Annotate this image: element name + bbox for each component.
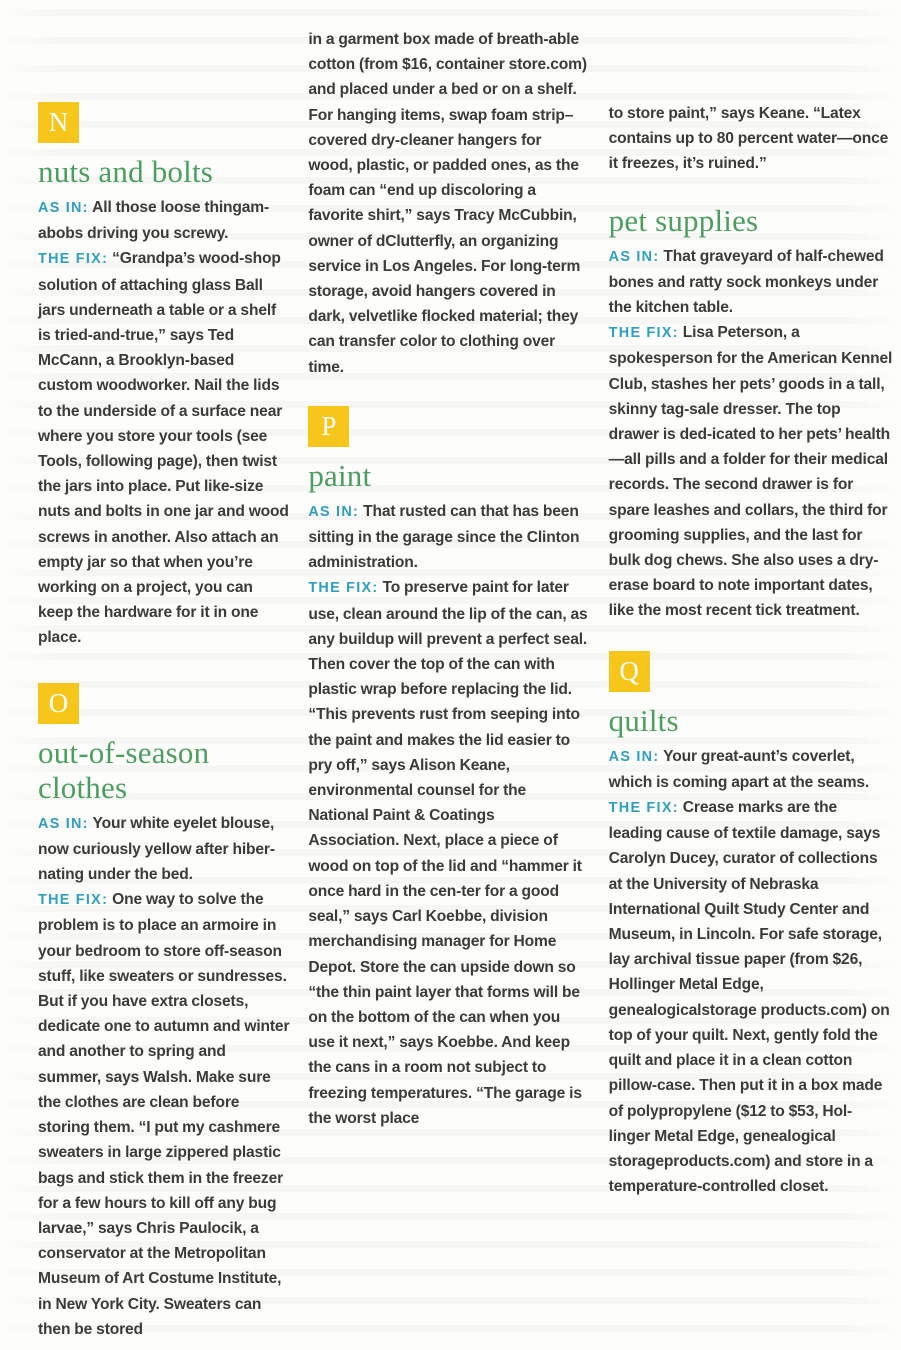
- entry-nuts-and-bolts: [38, 102, 290, 651]
- letter-badge-p: P: [308, 406, 349, 447]
- the-fix-text: Lisa Peterson, a spokesperson for the American Kennel Club, stashes her pets’ goods in a tall, skinny tag-sale dresser. The top drawer is ded-icated to her pets’ health—all pills and a folder for their medical records. The second drawer is for spare leashes and collars, the third for grooming supplies, and the last for bulk dog chews. She also uses a dry-erase board to note important dates, like the most recent tick treatment.: [608, 324, 893, 620]
- entry-as-in-quilts: [609, 744, 893, 795]
- entry-the-fix-pet-supplies: [609, 320, 893, 623]
- entry-title-paint: paint: [308, 457, 372, 493]
- entry-the-fix-nuts-and-bolts: [38, 246, 290, 650]
- letter-badge-n: N: [38, 102, 79, 143]
- the-fix-label: THE FIX:: [308, 580, 379, 597]
- entry-title-quilts: quilts: [608, 702, 679, 738]
- the-fix-label: THE FIX:: [38, 892, 109, 909]
- the-fix-text: “Grandpa’s wood-shop solution of attaching glass Ball jars underneath a table or a shelf is tried-and-true,” says Ted McCann, a Brooklyn-based custom woodworker. Nail the lids to the underside of a surface near where you store your tools (see Tools, following page), then twist the jars into place. Put like-size nuts and bolts in one jar and wood screws in another. Also attach an empty jar so that when you’re working on a project, you can keep the hardware for it in one place.: [38, 250, 289, 647]
- letter-badge-o: O: [38, 683, 79, 724]
- as-in-label: AS IN:: [38, 200, 89, 216]
- entry-as-in-nuts-and-bolts: [38, 195, 290, 246]
- as-in-label: AS IN:: [308, 503, 360, 520]
- column-2-continuation-text: in a garment box made of breath-able cotton (from $16, container store.com) and placed under a bed or on a shelf. For hanging items, swap foam strip–covered dry-cleaner hangers for wood, plastic, or padded ones, as the foam can “end up discoloring a favorite shirt,” says Tracy McCubbin, owner of dClutterfly, an organizing service in Los Angeles. For long-term storage, avoid hangers covered in dark, velvetlike flocked material; they can transfer color to clothing over time.: [308, 31, 587, 376]
- entry-pet-supplies: [609, 203, 893, 624]
- text-column-1: [0, 0, 300, 1350]
- entry-title-pet-supplies: pet supplies: [608, 202, 759, 238]
- the-fix-text: Crease marks are the leading cause of textile damage, says Carolyn Ducey, curator of collections at the University of Nebraska International Quilt Study Center and Museum, in Lincoln. For safe storage, lay archival tissue paper (from $26, Hollinger Metal Edge, genealogicalstorage products.com) on top of your quilt. Next, gently fold the quilt and place it in a clean cotton pillow-case. Then put it in a box made of polypropylene ($12 to $53, Hol-linger Metal Edge, genealogical storageproducts.com) and store in a temperature-controlled closet.: [608, 799, 890, 1196]
- as-in-text: All those loose thingam-abobs driving you screwy.: [38, 199, 270, 243]
- entry-paint: [308, 406, 588, 1131]
- letter-badge-q: Q: [609, 651, 650, 692]
- entry-out-of-season-clothes: [38, 683, 290, 1342]
- entry-title-out-of-season-clothes: out-of-season clothes: [38, 734, 210, 805]
- as-in-label: AS IN:: [608, 748, 660, 765]
- as-in-text: That graveyard of half-chewed bones and ratty sock monkeys under the kitchen table.: [608, 247, 884, 317]
- as-in-label: AS IN:: [608, 248, 660, 265]
- entry-title-nuts-and-bolts: nuts and bolts: [38, 154, 214, 189]
- entry-as-in-out-of-season-clothes: [38, 811, 290, 888]
- text-column-2: [300, 0, 600, 1350]
- entry-as-in-paint: [308, 499, 588, 576]
- entry-the-fix-paint: [308, 575, 588, 1130]
- as-in-text: Your white eyelet blouse, now curiously yellow after hiber-nating under the bed.: [38, 814, 275, 884]
- column-3-continuation-text: to store paint,” says Keane. “Latex contains up to 80 percent water—once it freezes, it’s ruined.”: [608, 105, 889, 173]
- entry-quilts: [609, 651, 893, 1200]
- entry-the-fix-out-of-season-clothes: [38, 887, 290, 1342]
- the-fix-label: THE FIX:: [608, 325, 679, 342]
- text-column-3: [601, 0, 901, 1350]
- the-fix-text: One way to solve the problem is to place an armoire in your bedroom to store off-season stuff, like sweaters or sundresses. But if you have extra closets, dedicate one to autumn and winter and another to spring and summer, says Walsh. Make sure the clothes are clean before storing them. “I put my cashmere sweaters in large zippered plastic bags and stick them in the freezer for a few hours to kill off any bug larvae,” says Chris Paulocik, a conservator at the Metropolitan Museum of Art Costume Institute, in New York City. Sweaters can then be stored: [38, 891, 290, 1338]
- as-in-label: AS IN:: [38, 815, 89, 832]
- entry-as-in-pet-supplies: [609, 244, 893, 321]
- the-fix-label: THE FIX:: [608, 800, 679, 817]
- as-in-text: Your great-aunt’s coverlet, which is coming apart at the seams.: [608, 747, 870, 791]
- the-fix-label: THE FIX:: [38, 251, 109, 268]
- as-in-text: That rusted can that has been sitting in the garage since the Clinton administration.: [308, 502, 580, 572]
- entry-the-fix-quilts: [609, 795, 893, 1199]
- the-fix-text: To preserve paint for later use, clean around the lip of the can, as any buildup will prevent a perfect seal. Then cover the top of the can with plastic wrap before replacing the lid. “This prevents rust from seeping into the paint and makes the lid easier to pry off,” says Alison Keane, environmental counsel for the National Paint & Coatings Association. Next, place a piece of wood on top of the lid and “hammer it once hard in the cen-ter for a good seal,” says Carl Koebbe, division merchandising manager for Home Depot. Store the can upside down so “the thin paint layer that forms will be on the bottom of the can when you use it next,” says Koebbe. And keep the cans in a room not subject to freezing temperatures. “The garage is the worst place: [308, 579, 588, 1127]
